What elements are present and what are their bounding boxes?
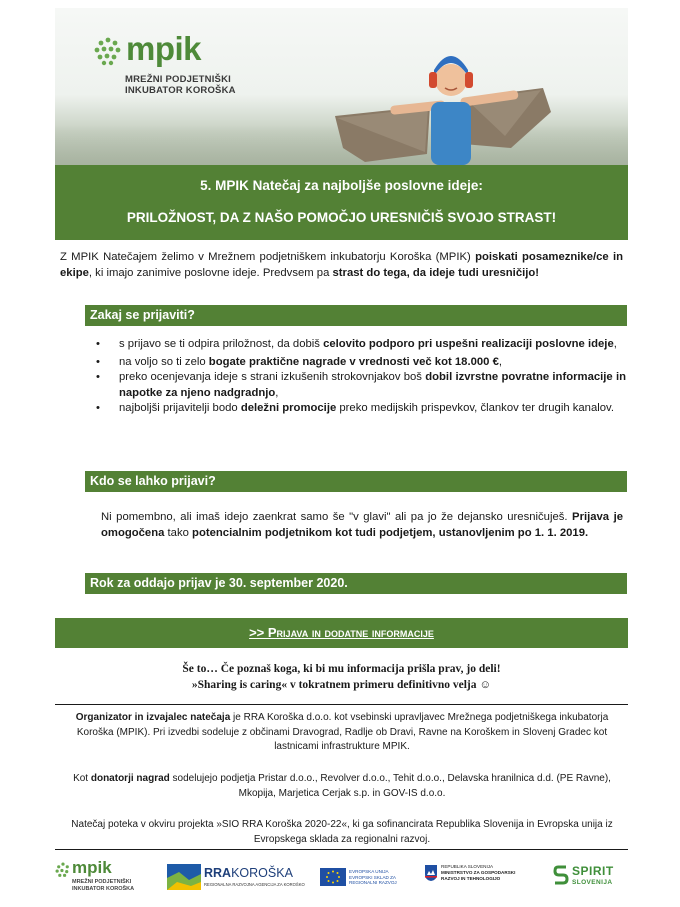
spirit-s-icon <box>553 864 569 886</box>
eu-logo: EVROPSKA UNIJA EVROPSKI SKLAD ZA REGIONALNI RAZVOJ <box>320 858 405 898</box>
bullet-icon: • <box>96 371 100 383</box>
organizer-paragraph: Organizator in izvajalec natečaja je RRA Koroška d.o.o. kot vsebinski upravljavec Mrežnega podjetniškega inkubatorja Koroška (MPIK). Pri izvedbi sodeluje z občinami Dravograd, Radlje ob Dravi, Ravne na Koroškem in Slovenj Gradec kot lastnicami infrastrukture MPIK. <box>75 712 609 752</box>
contest-title: 5. MPIK Natečaj za najboljše poslovne ideje: <box>200 178 483 193</box>
list-item: • na voljo so ti zelo bogate praktične nagrade v vrednosti več kot 18.000 €, <box>96 355 626 371</box>
sponsor-logos <box>55 858 628 898</box>
section-heading-who: Kdo se lahko prijavi? <box>85 471 627 492</box>
divider <box>55 704 628 705</box>
hero-image <box>55 8 628 165</box>
ministry-logo: REPUBLIKA SLOVENIJA MINISTRSTVO ZA GOSPODARSKI RAZVOJ IN TEHNOLOGIJO <box>425 858 535 898</box>
mpik-logo-dots-icon <box>93 36 123 66</box>
boy-with-cardboard-wings-illustration <box>335 36 555 165</box>
divider <box>55 849 628 850</box>
share-message: Še to… Če poznaš koga, ki bi mu informacija prišla prav, jo deli! »Sharing is caring« v tokratnem primeru definitivno velja ☺ <box>182 663 501 691</box>
mpik-logo-subtitle: MREŽNI PODJETNIŠKI INKUBATOR KOROŠKA <box>125 74 236 96</box>
list-item: • najboljši prijavitelji bodo deležni promocije preko medijskih prispevkov, člankov ter drugih kanalov. <box>96 401 626 417</box>
bullet-icon: • <box>96 355 100 368</box>
bullet-icon: • <box>96 338 100 350</box>
deadline-banner: Rok za oddajo prijav je 30. september 2020. <box>85 573 627 594</box>
intro-paragraph: Z MPIK Natečajem želimo v Mrežnem podjetniškem inkubatorju Koroška (MPIK) poiskati posameznike/ce in ekipe, ki imajo zanimive poslovne ideje. Predvsem pa strast do tega, da ideje tudi uresničijo! <box>60 251 623 279</box>
title-banner <box>55 165 628 240</box>
eligibility-paragraph: Ni pomembno, ali imaš idejo zaenkrat samo še "v glavi" ali pa jo že dejansko uresničuješ. Prijava je omogočena tako potencialnim podjetnikom kot tudi podjetjem, ustanovljenim po 1. 1. 2019. <box>101 511 623 539</box>
spirit-slovenija-logo: SPIRIT SLOVENIJA <box>553 858 628 898</box>
list-item: • preko ocenjevanja ideje s strani izkušenih strokovnjakov boš dobil izvrstne povratne informacije in napotke za njeno nadgradnjo, <box>96 371 626 399</box>
eu-flag-icon <box>320 868 346 886</box>
mpik-dots-icon <box>55 862 71 878</box>
application-info-link[interactable]: >> Prijava in dodatne informacije <box>249 625 434 640</box>
contest-slogan: PRILOŽNOST, DA Z NAŠO POMOČJO URESNIČIŠ SVOJO STRAST! <box>126 210 557 225</box>
donors-paragraph: Kot donatorji nagrad sodelujejo podjetja Pristar d.o.o., Revolver d.o.o., Tehit d.o.o., Delavska hranilnica d.d. (PE Ravne), Mkopija, Marjetica Cerjak s.p. in GOV-IS d.o.o. <box>73 773 611 799</box>
cta-bar <box>55 618 628 648</box>
mpik-logo-wordmark: mpik <box>126 30 202 67</box>
bullet-icon: • <box>96 402 100 414</box>
benefits-list <box>96 337 626 417</box>
mpik-footer-logo: mpik MREŽNI PODJETNIŠKI INKUBATOR KOROŠKA <box>55 858 145 898</box>
section-heading-why: Zakaj se prijaviti? <box>85 305 627 326</box>
list-item: • s prijavo se ti odpira priložnost, da dobiš celovito podporo pri uspešni realizaciji poslovne ideje, <box>96 337 626 353</box>
rra-mountain-icon <box>167 864 201 890</box>
slovenia-coat-of-arms-icon <box>425 865 437 881</box>
rra-koroska-logo: RRAKOROŠKA REGIONALNA RAZVOJNA AGENCIJA ZA KOROŠKO <box>167 858 297 898</box>
funding-paragraph: Natečaj poteka v okviru projekta »SIO RRA Koroška 2020-22«, ki ga sofinancirata Republika Slovenija in Evropska unija iz Evropskega sklada za regionalni razvoj. <box>71 819 613 845</box>
